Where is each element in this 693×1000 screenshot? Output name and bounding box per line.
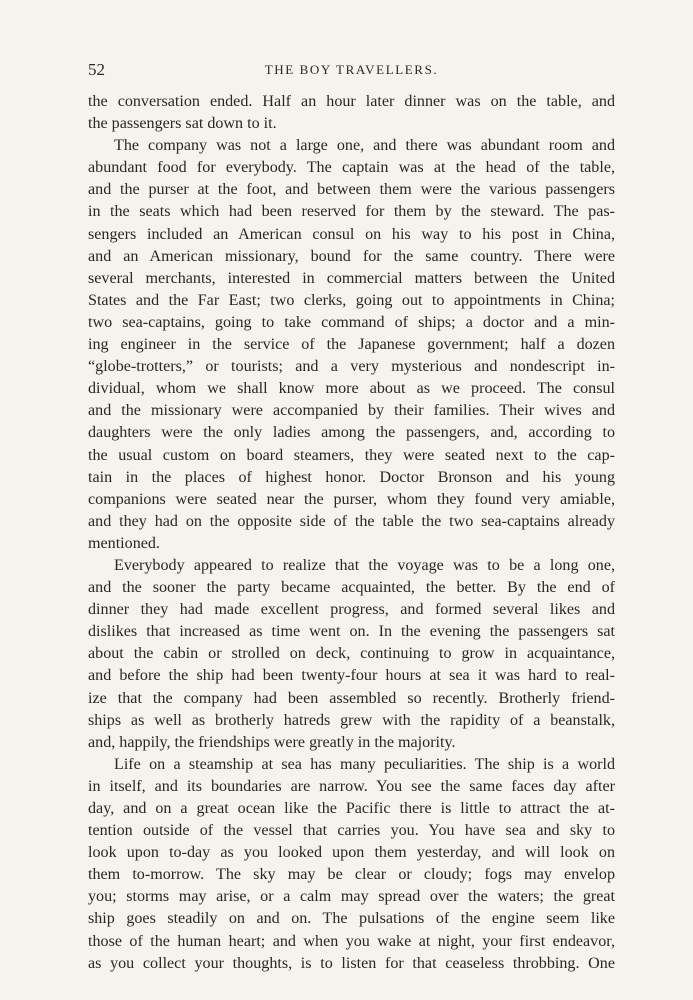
page-header — [88, 60, 615, 84]
text-line: you; storms may arise, or a calm may spread over the waters; the great — [88, 888, 615, 906]
text-line: look upon to-day as you looked upon them yesterday, and will look on — [88, 844, 615, 862]
text-line: “globe-trotters,” or tourists; and a very mysterious and nondescript in- — [88, 358, 615, 376]
text-line: dislikes that increased as time went on. In the evening the passengers sat — [88, 623, 615, 641]
text-line: two sea-captains, going to take command of ships; a doctor and a min- — [88, 313, 615, 331]
text-line: The company was not a large one, and there was abundant room and — [114, 137, 615, 155]
text-line: day, and on a great ocean like the Pacific there is little to attract the at- — [88, 800, 615, 817]
text-line: Everybody appeared to realize that the voyage was to be a long one, — [114, 556, 615, 574]
text-line: and the sooner the party became acquainted, the better. By the end of — [88, 579, 615, 597]
text-line: ship goes steadily on and on. The pulsations of the engine seem like — [88, 910, 615, 928]
text-line: about the cabin or strolled on deck, continuing to grow in acquaintance, — [88, 645, 615, 663]
text-line: companions were seated near the purser, whom they found very amiable, — [88, 490, 615, 508]
text-line: the passengers sat down to it. — [88, 115, 277, 133]
text-line: those of the human heart; and when you wake at night, your first endeavor, — [88, 932, 615, 950]
text-line: in itself, and its boundaries are narrow. You see the same faces day after — [88, 777, 615, 795]
page-number: 52 — [88, 60, 105, 79]
text-line: tain in the places of highest honor. Doctor Bronson and his young — [88, 468, 615, 486]
text-line: and before the ship had been twenty-four hours at sea it was hard to real- — [88, 667, 615, 685]
text-line: as you collect your thoughts, is to listen for that ceaseless throbbing. One — [88, 954, 615, 972]
text-line: ing engineer in the service of the Japanese government; half a dozen — [88, 336, 615, 354]
text-line: tention outside of the vessel that carries you. You have sea and sky to — [88, 822, 615, 840]
text-line: daughters were the only ladies among the passengers, and, according to — [88, 424, 615, 442]
text-line: dividual, whom we shall know more about as we proceed. The consul — [88, 380, 615, 398]
text-line: ships as well as brotherly hatreds grew with the rapidity of a beanstalk, — [88, 711, 615, 729]
text-line: mentioned. — [88, 534, 160, 552]
text-line: and, happily, the friendships were greatly in the majority. — [88, 733, 456, 751]
text-line: States and the Far East; two clerks, going out to appointments in China; — [88, 291, 615, 309]
text-line: and an American missionary, bound for the same country. There were — [88, 247, 615, 265]
running-head: THE BOY TRAVELLERS. — [264, 62, 439, 77]
text-line: sengers included an American consul on his way to his post in China, — [88, 225, 615, 243]
text-line: Life on a steamship at sea has many peculiarities. The ship is a world — [114, 755, 615, 773]
body-text — [88, 91, 615, 975]
text-line: in the seats which had been reserved for them by the steward. The pas- — [88, 203, 615, 221]
text-line: and the missionary were accompanied by their families. Their wives and — [88, 402, 615, 420]
text-line: them to-morrow. The sky may be clear or cloudy; fogs may envelop — [88, 866, 615, 884]
text-line: and they had on the opposite side of the table the two sea-captains already — [88, 512, 615, 530]
text-line: the usual custom on board steamers, they were seated next to the cap- — [88, 446, 615, 464]
text-line: several merchants, interested in commercial matters between the United — [88, 269, 615, 287]
text-line: abundant food for everybody. The captain was at the head of the table, — [88, 159, 615, 177]
text-line: and the purser at the foot, and between them were the various passengers — [88, 181, 615, 199]
text-line: dinner they had made excellent progress, and formed several likes and — [88, 601, 615, 619]
text-line: ize that the company had been assembled so recently. Brotherly friend- — [88, 689, 615, 707]
text-line: the conversation ended. Half an hour later dinner was on the table, and — [88, 93, 615, 110]
